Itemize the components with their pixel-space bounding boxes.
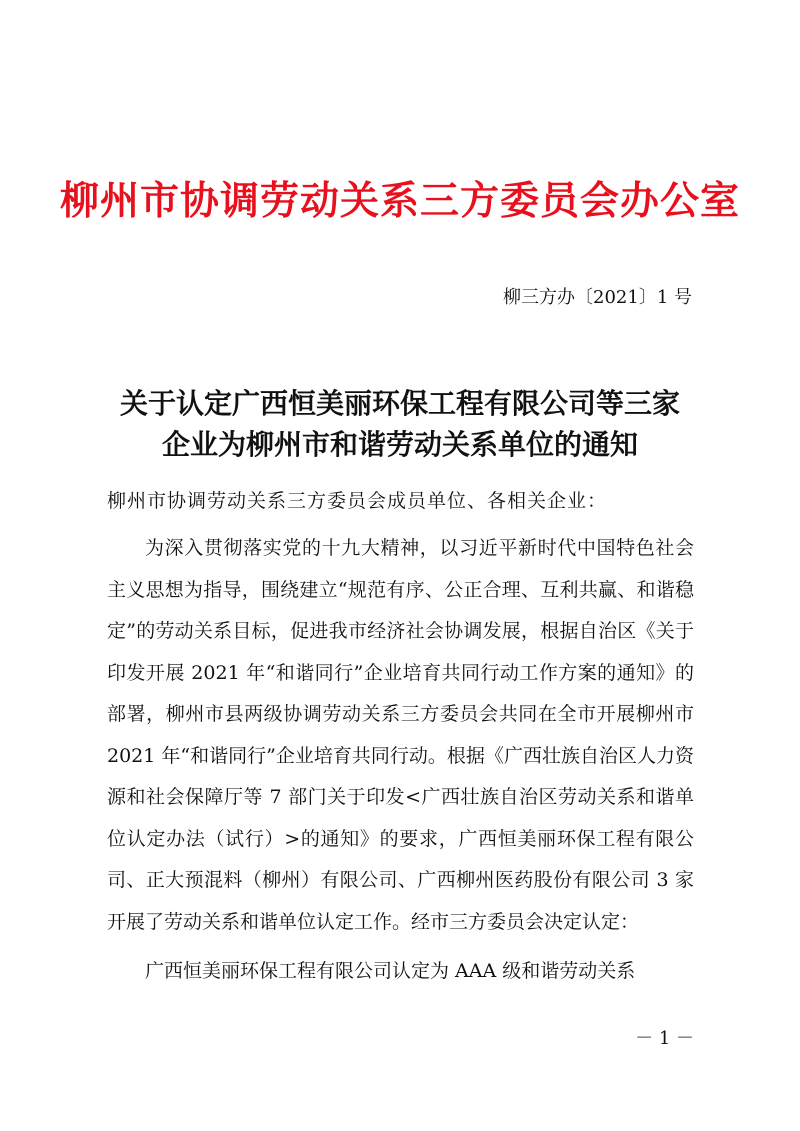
body-paragraph-2: 广西恒美丽环保工程有限公司认定为 AAA 级和谐劳动关系 xyxy=(145,960,636,982)
document-title-line-1: 关于认定广西恒美丽环保工程有限公司等三家 xyxy=(119,387,680,420)
addressee: 柳州市协调劳动关系三方委员会成员单位、各相关企业： xyxy=(107,490,608,512)
document-number: 柳三方办〔2021〕1 号 xyxy=(503,287,692,308)
issuing-office-header: 柳州市协调劳动关系三方委员会办公室 xyxy=(59,178,740,224)
page-number: － 1 － xyxy=(635,1028,694,1049)
document-title xyxy=(60,383,740,465)
document-title-line-2: 企业为柳州市和谐劳动关系单位的通知 xyxy=(161,428,638,461)
body-paragraph-1: 为深入贯彻落实党的十九大精神，以习近平新时代中国特色社会主义思想为指导，围绕建立“规范有序、公正合理、互利共赢、和谐稳定”的劳动关系目标，促进我市经济社会协调发展，根据自治区《关于印发开展 2021 年“和谐同行”企业培育共同行动工作方案的通知》的部署，柳州市县两级协调劳动关系三方委员会共同在全市开展柳州市 2021 年“和谐同行”企业培育共同行动。根据《广西壮族自治区人力资源和社会保障厅等 7 部门关于印发<广西壮族自治区劳动关系和谐单位认定办法（试行）>的通知》的要求，广西恒美丽环保工程有限公司、正大预混料（柳州）有限公司、广西柳州医药股份有限公司 3 家开展了劳动关系和谐单位认定工作。经市三方委员会决定认定： xyxy=(107,537,694,933)
